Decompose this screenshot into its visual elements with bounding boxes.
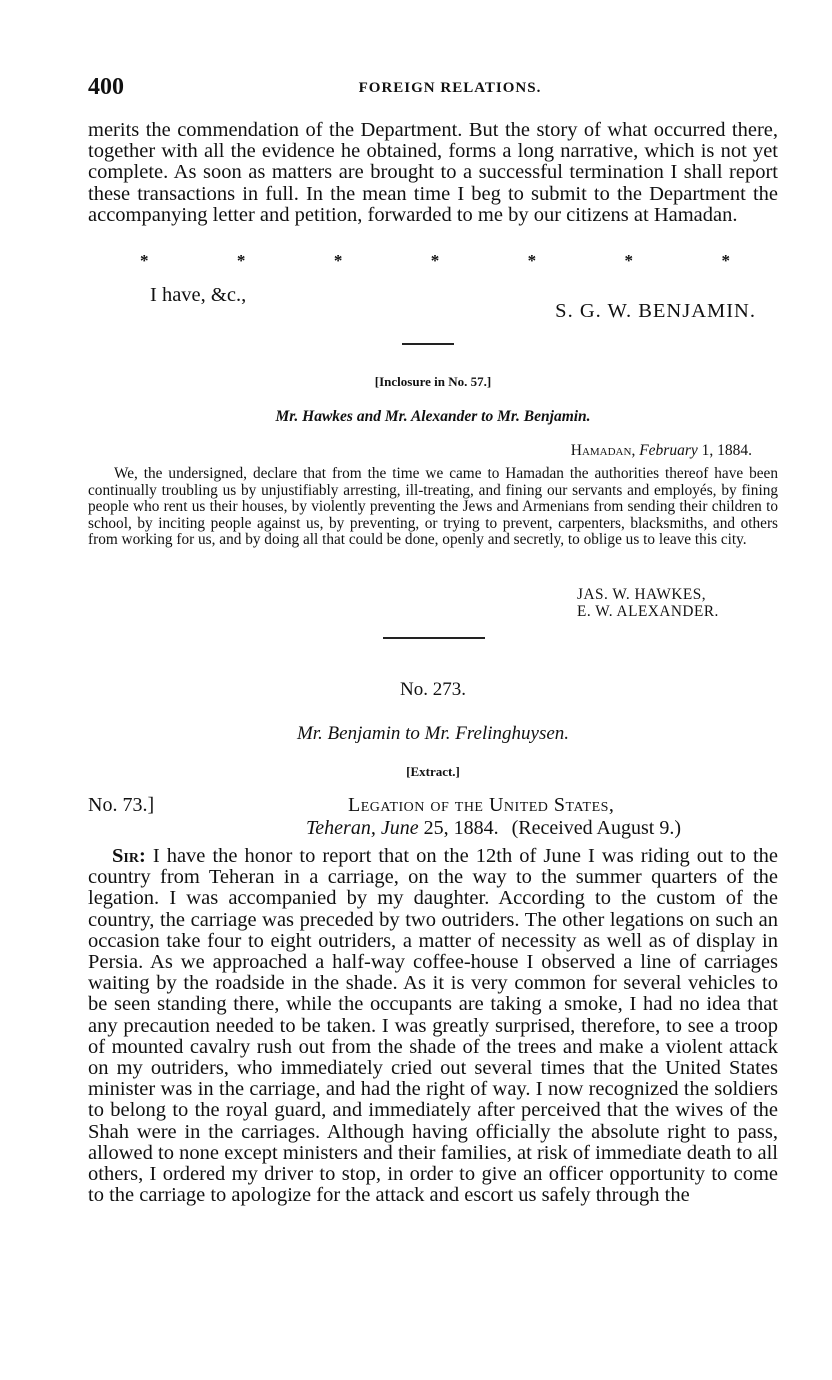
inclosure-date: [571, 442, 752, 460]
asterisk: *: [624, 251, 634, 270]
section-rule: [383, 637, 485, 639]
running-head: FOREIGN RELATIONS.: [358, 80, 542, 96]
inclosure-date-month: February: [639, 442, 698, 459]
place-date-line: [306, 817, 681, 840]
intro-text: merits the commendation of the Department. But the story of what occurred there, together with all the evidence he obtained, forms a long narrative, which is not yet complete. As soon as matters are brought to a successful termination I shall report these transactions in full. In the mean time I beg to submit to the Department the accompanying letter and petition, forwarded to me by our citizens at Hamadan.: [88, 119, 778, 226]
asterisk: *: [721, 251, 730, 270]
section-rule: [402, 343, 454, 345]
letter-date-month: June: [380, 817, 419, 839]
asterisk-divider: [140, 251, 730, 271]
inclosure-signatures: [577, 587, 719, 620]
letter-number: No. 73.]: [88, 794, 155, 816]
letter-date-rest: 25, 1884.: [423, 817, 499, 839]
asterisk: *: [430, 251, 440, 270]
asterisk: *: [333, 251, 343, 270]
letter-paragraph: [88, 846, 778, 1206]
letter-place: Teheran,: [306, 817, 376, 839]
inclosure-date-place: Hamadan,: [570, 442, 636, 459]
inclosure-body: [88, 466, 778, 549]
asterisk: *: [527, 251, 537, 270]
letter-text: I have the honor to report that on the 12th of June I was riding out to the country from Teheran in a carriage, on the way to the summer quarters of the legation. I was accompanied by my daughter. According to the custom of the country, the carriage was preceded by two outriders. The other legations on such an occasion take four to eight outriders, a matter of necessity as well as of display in Persia. As we approached a half-way coffee-house I observed a line of carriages waiting by the roadside in the shade. As it is very common for several vehicles to be seen standing there, while the occupants are taking a smoke, I had no idea that any precaution needed to be taken. I was greatly surprised, therefore, to see a troop of mounted cavalry rush out from the shade of the trees and make a violent attack on my outriders, who immediately cried out several times that the United States minister was in the carriage, and had the right of way. I now recognized the soldiers to belong to the royal guard, and immediately after perceived that the wives of the Shah were in the carriages. Although having officially the absolute right to pass, allowed to none except ministers and their families, at risk of immediate death to all others, I ordered my driver to stop, in order to give an officer opportunity to come to the carriage to apologize for the attack and escort us safely through the: [88, 845, 778, 1207]
closing-salutation: I have, &c.,: [150, 284, 247, 306]
inclosure-title: Mr. Hawkes and Mr. Alexander to Mr. Benjamin.: [275, 408, 591, 425]
legation-heading: [348, 794, 614, 817]
letter-salutation: Sir:: [112, 845, 146, 867]
closing-signature: S. G. W. BENJAMIN.: [555, 300, 756, 322]
document-title: Mr. Benjamin to Mr. Frelinghuysen.: [296, 723, 570, 744]
inclosure-signature: JAS. W. HAWKES,: [577, 586, 707, 603]
inclosure-signature: E. W. ALEXANDER.: [577, 602, 719, 620]
received-note: (Received August 9.): [511, 817, 681, 839]
page-header: [88, 74, 772, 104]
inclosure-text: We, the undersigned, declare that from the time we came to Hamadan the authorities thereof have been continually troubling us by unjustifiably arresting, ill-treating, and fining our servants and employés, by fining people who rent us their houses, by violently preventing the Jews and Armenians from sending their children to school, by inciting people against us, by preventing, or trying to prevent, carpenters, blacksmiths, and others from working for us, and by doing all that could be done, openly and secretly, to oblige us to leave this city.: [88, 465, 778, 548]
inclosure-date-rest: 1, 1884.: [701, 442, 752, 459]
letter-body: [88, 846, 778, 1206]
asterisk: *: [140, 251, 149, 270]
document-number: No. 273.: [400, 679, 466, 700]
page-number: 400: [88, 74, 124, 100]
inclosure-label: [Inclosure in No. 57.]: [374, 374, 492, 389]
intro-paragraph: [88, 120, 778, 226]
legation-name: Legation of the United States,: [348, 794, 615, 816]
asterisk: *: [236, 251, 246, 270]
extract-label: [Extract.]: [406, 764, 460, 779]
